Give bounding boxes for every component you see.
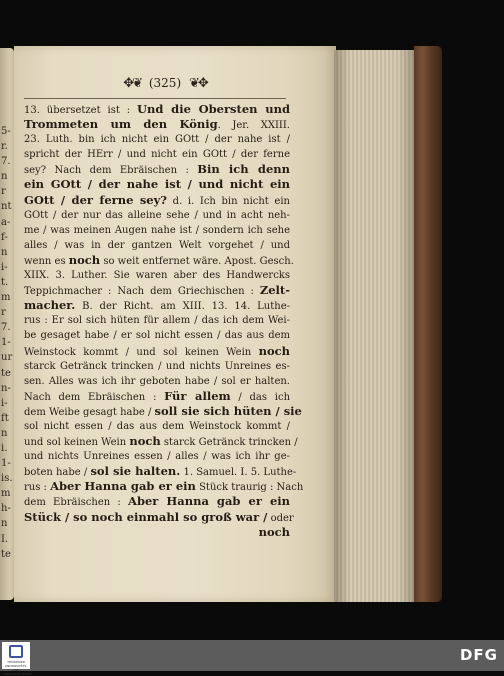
margin-fragment: r [1, 307, 6, 319]
text-line: Teppichmacher : Nach dem Griechischen : Zelt- [24, 283, 290, 298]
page-text-block [24, 102, 304, 540]
margin-fragment: n [1, 246, 8, 258]
margin-fragment: m [1, 488, 11, 500]
text-line: Weinstock kommt / und sol keinen Wein noch [24, 343, 290, 358]
text-line: sey? Nach dem Ebräischen : Bin ich denn [24, 162, 290, 177]
text-line: Trommeten um den König. Jer. XXIII. [24, 117, 290, 132]
book-cover-edge [414, 46, 442, 602]
text-line: 23. Luth. bin ich nicht ein GOtt / der nahe ist / [24, 134, 290, 146]
margin-fragment: n [1, 518, 8, 530]
margin-fragment: 1- [1, 337, 11, 349]
text-line: 13. übersetzet ist : Und die Obersten und [24, 102, 290, 116]
text-line: und nichts Unreines essen / alles / was ich ihr ge- [24, 451, 290, 463]
emphasis-text: macher. [24, 298, 76, 313]
emphasis-text: sol sie halten. [90, 464, 181, 479]
emphasis-text: soll sie sich hüten / sie [154, 403, 302, 418]
margin-fragment: te [1, 367, 11, 379]
text-line: dem Ebräischen : Aber Hanna gab er ein [24, 494, 290, 509]
text-line: me / was meinen Augen nahe ist / sondern ich sehe [24, 224, 290, 236]
emphasis-text: Trommeten um den König [24, 117, 218, 132]
library-logo-icon [9, 645, 23, 658]
emphasis-text: noch [68, 252, 101, 267]
emphasis-text: GOtt / der ferne sey? [24, 192, 168, 207]
margin-fragment: n [1, 171, 8, 183]
text-line: rus : Aber Hanna gab er ein Stück traurig : Nach [24, 479, 304, 494]
margin-fragment: 7. [1, 322, 11, 334]
emphasis-text: Aber Hanna gab er ein [128, 494, 290, 509]
margin-fragment: f- [1, 231, 8, 243]
footer-bar [0, 640, 504, 676]
text-line [24, 525, 290, 540]
text-line: und sol keinen Wein noch starck Getränck trincken / [24, 434, 298, 449]
text-line: Nach dem Ebräischen : Für allem / das ich [24, 388, 291, 403]
text-line: boten habe / sol sie halten. 1. Samuel. I. 5. Luthe- [24, 464, 297, 479]
text-line: GOtt / der nur das alleine sehe / und in acht neh- [24, 209, 290, 221]
book-page [14, 46, 336, 602]
text-line: macher. B. der Richt. am XIII. 13. 14. Luthe- [24, 298, 290, 313]
margin-fragment: nt [1, 201, 12, 213]
margin-fragment: a- [1, 216, 11, 228]
ornament-right-icon: ❦✥ [188, 76, 207, 91]
text-line: wenn es noch so weit entfernet wäre. Apost. Gesch. [24, 252, 294, 267]
dfg-logo[interactable]: DFG [459, 646, 498, 664]
emphasis-text: Aber Hanna gab er ein [50, 479, 196, 494]
text-line: sen. Alles was ich ihr geboten habe / sol er halten. [24, 375, 290, 387]
library-logo[interactable] [2, 642, 33, 676]
text-line: rus : Er sol sich hüten für allem / das ich dem Wei- [24, 315, 290, 327]
emphasis-text: noch [258, 343, 290, 358]
emphasis-text: noch [129, 434, 161, 449]
margin-fragment: i- [1, 397, 8, 409]
margin-fragment: t. [1, 276, 9, 288]
margin-fragment: i. [1, 442, 8, 454]
library-logo-caption: THÜRINGER UNIVERSITÄTS- UND LANDESBIBLIOTHEK [2, 660, 33, 676]
margin-fragment: n- [1, 382, 11, 394]
header-rule [24, 98, 286, 99]
text-line: GOtt / der ferne sey? d. i. Ich bin nicht ein [24, 192, 290, 207]
text-line: spricht der HErr / und nicht ein GOtt / der ferne [24, 149, 290, 161]
text-line: sol nicht essen / das aus dem Weinstock kommt / [24, 420, 290, 432]
emphasis-text: Stück / so noch einmahl so groß war / [24, 509, 268, 524]
emphasis-text: Und die Obersten und [137, 102, 290, 116]
text-line: alles / was in der gantzen Welt vorgehet / und [24, 239, 290, 251]
text-line: dem Weibe gesagt habe / soll sie sich hüten / sie [24, 403, 302, 418]
margin-fragment: h- [1, 503, 11, 515]
margin-fragment: is. [1, 473, 13, 485]
emphasis-text: Zelt- [259, 283, 290, 298]
text-line: starck Getränck trincken / und nichts Unreines es- [24, 360, 290, 372]
margin-fragment: m [1, 292, 11, 304]
margin-fragment: r. [1, 141, 8, 153]
page-stack-shading [334, 50, 414, 602]
margin-fragment: i- [1, 261, 8, 273]
margin-fragment: 1- [1, 458, 11, 470]
emphasis-text: ein GOtt / der nahe ist / und nicht ein [24, 177, 290, 192]
text-line: be gesaget habe / er sol nicht essen / das aus dem [24, 330, 290, 342]
margin-fragment: ur [1, 352, 13, 364]
emphasis-text: Bin ich denn [197, 162, 290, 177]
previous-page-edge [0, 48, 14, 600]
margin-fragment: r [1, 186, 6, 198]
margin-fragment: 5- [1, 126, 11, 137]
margin-fragment: ft [1, 412, 9, 424]
text-line: Stück / so noch einmahl so groß war / oder [24, 509, 294, 524]
emphasis-text: noch [258, 524, 290, 539]
margin-fragment: te [1, 548, 11, 560]
margin-fragment: I. [1, 533, 9, 545]
text-line: XIIX. 3. Luther. Sie waren aber des Handwercks [24, 270, 290, 282]
page-header [110, 76, 220, 92]
ornament-left-icon: ✥❦ [123, 76, 142, 91]
emphasis-text: Für allem [164, 388, 231, 403]
text-line [24, 177, 290, 192]
page-number: (325) [148, 76, 182, 90]
left-page-margin-text [1, 124, 14, 562]
margin-fragment: n [1, 427, 8, 439]
margin-fragment: 7. [1, 156, 11, 168]
